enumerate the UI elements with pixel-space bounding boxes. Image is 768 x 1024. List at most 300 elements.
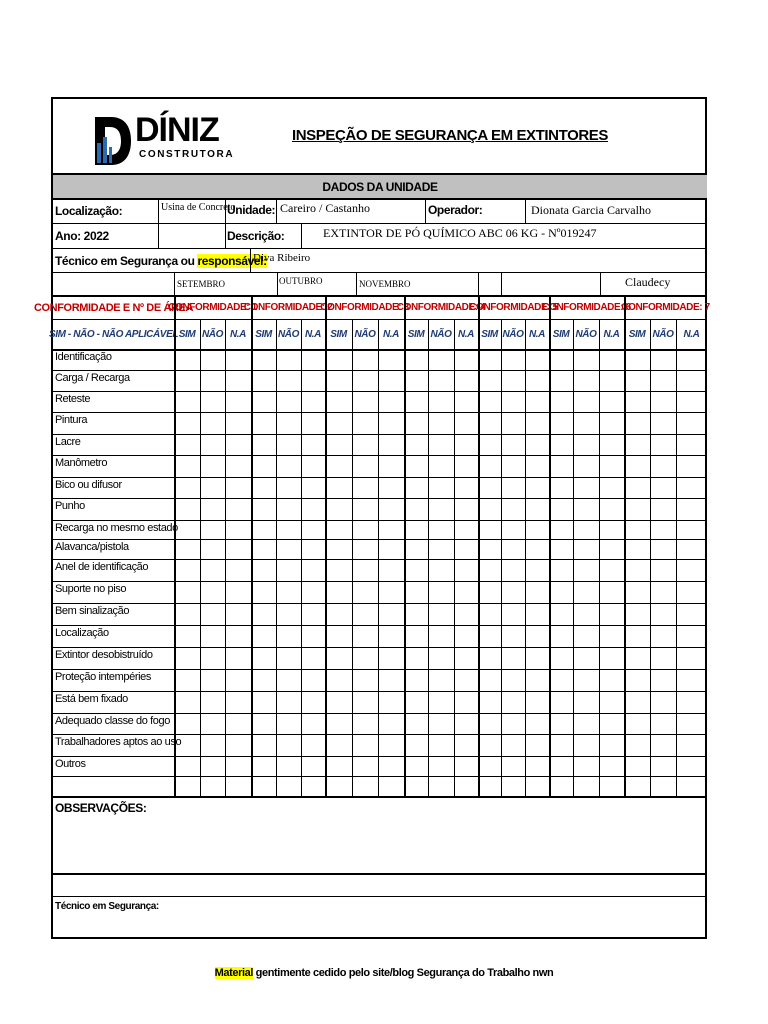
checklist-cell-na[interactable] (301, 477, 325, 498)
checklist-cell-na[interactable] (301, 391, 325, 412)
checklist-cell-nao[interactable] (352, 776, 378, 796)
checklist-cell-na[interactable] (454, 434, 478, 455)
checklist-cell-nao[interactable] (650, 647, 676, 669)
checklist-cell-nao[interactable] (200, 349, 225, 370)
checklist-cell-na[interactable] (301, 713, 325, 734)
checklist-cell-sim[interactable] (325, 625, 352, 647)
checklist-cell-sim[interactable] (549, 434, 573, 455)
checklist-cell-na[interactable] (676, 559, 707, 581)
checklist-cell-nao[interactable] (428, 713, 454, 734)
checklist-cell-nao[interactable] (650, 520, 676, 539)
checklist-cell-na[interactable] (378, 434, 404, 455)
checklist-cell-na[interactable] (225, 691, 251, 713)
checklist-cell-sim[interactable] (251, 349, 276, 370)
checklist-cell-sim[interactable] (174, 647, 200, 669)
checklist-cell-nao[interactable] (352, 477, 378, 498)
checklist-cell-sim[interactable] (404, 559, 428, 581)
checklist-cell-nao[interactable] (276, 349, 301, 370)
checklist-cell-nao[interactable] (200, 776, 225, 796)
checklist-cell-sim[interactable] (478, 349, 501, 370)
checklist-cell-na[interactable] (676, 776, 707, 796)
checklist-cell-sim[interactable] (624, 647, 650, 669)
checklist-cell-na[interactable] (454, 691, 478, 713)
checklist-cell-sim[interactable] (549, 713, 573, 734)
checklist-cell-nao[interactable] (650, 691, 676, 713)
checklist-cell-sim[interactable] (624, 776, 650, 796)
checklist-cell-nao[interactable] (352, 391, 378, 412)
checklist-cell-sim[interactable] (478, 603, 501, 625)
checklist-cell-nao[interactable] (428, 559, 454, 581)
checklist-cell-nao[interactable] (200, 539, 225, 559)
checklist-cell-na[interactable] (454, 412, 478, 434)
checklist-cell-nao[interactable] (428, 434, 454, 455)
checklist-cell-nao[interactable] (428, 647, 454, 669)
checklist-cell-nao[interactable] (650, 581, 676, 603)
checklist-cell-na[interactable] (525, 756, 549, 776)
checklist-cell-sim[interactable] (325, 559, 352, 581)
checklist-cell-nao[interactable] (573, 647, 599, 669)
checklist-cell-nao[interactable] (650, 625, 676, 647)
checklist-cell-sim[interactable] (325, 412, 352, 434)
checklist-cell-na[interactable] (301, 603, 325, 625)
checklist-cell-na[interactable] (599, 691, 624, 713)
checklist-cell-sim[interactable] (174, 370, 200, 391)
checklist-cell-sim[interactable] (404, 498, 428, 520)
checklist-cell-na[interactable] (225, 349, 251, 370)
checklist-cell-na[interactable] (454, 756, 478, 776)
checklist-cell-sim[interactable] (624, 603, 650, 625)
checklist-cell-na[interactable] (301, 455, 325, 477)
checklist-cell-na[interactable] (301, 734, 325, 756)
checklist-cell-nao[interactable] (650, 434, 676, 455)
checklist-cell-sim[interactable] (325, 477, 352, 498)
checklist-cell-sim[interactable] (251, 776, 276, 796)
checklist-cell-nao[interactable] (573, 559, 599, 581)
checklist-cell-nao[interactable] (650, 734, 676, 756)
checklist-cell-nao[interactable] (501, 539, 525, 559)
checklist-cell-nao[interactable] (501, 669, 525, 691)
checklist-cell-na[interactable] (454, 776, 478, 796)
checklist-cell-sim[interactable] (624, 498, 650, 520)
checklist-cell-nao[interactable] (428, 603, 454, 625)
checklist-cell-na[interactable] (225, 477, 251, 498)
checklist-cell-sim[interactable] (174, 520, 200, 539)
checklist-cell-nao[interactable] (276, 581, 301, 603)
checklist-cell-nao[interactable] (428, 581, 454, 603)
checklist-cell-sim[interactable] (174, 669, 200, 691)
checklist-cell-na[interactable] (454, 477, 478, 498)
checklist-cell-na[interactable] (599, 370, 624, 391)
checklist-cell-nao[interactable] (573, 391, 599, 412)
checklist-cell-na[interactable] (301, 349, 325, 370)
checklist-cell-sim[interactable] (251, 477, 276, 498)
checklist-cell-sim[interactable] (624, 625, 650, 647)
checklist-cell-sim[interactable] (624, 691, 650, 713)
checklist-cell-nao[interactable] (428, 370, 454, 391)
checklist-cell-na[interactable] (599, 412, 624, 434)
checklist-cell-nao[interactable] (501, 603, 525, 625)
checklist-cell-sim[interactable] (478, 539, 501, 559)
checklist-cell-sim[interactable] (624, 412, 650, 434)
checklist-cell-sim[interactable] (549, 498, 573, 520)
checklist-cell-na[interactable] (225, 520, 251, 539)
checklist-cell-nao[interactable] (276, 669, 301, 691)
checklist-cell-nao[interactable] (650, 669, 676, 691)
checklist-cell-na[interactable] (378, 581, 404, 603)
checklist-cell-na[interactable] (599, 391, 624, 412)
checklist-cell-sim[interactable] (325, 498, 352, 520)
checklist-cell-nao[interactable] (573, 370, 599, 391)
checklist-cell-sim[interactable] (325, 434, 352, 455)
checklist-cell-nao[interactable] (501, 391, 525, 412)
checklist-cell-sim[interactable] (624, 455, 650, 477)
checklist-cell-na[interactable] (525, 498, 549, 520)
checklist-cell-sim[interactable] (174, 603, 200, 625)
checklist-cell-sim[interactable] (174, 756, 200, 776)
checklist-cell-sim[interactable] (174, 581, 200, 603)
checklist-cell-sim[interactable] (404, 455, 428, 477)
checklist-cell-na[interactable] (599, 603, 624, 625)
checklist-cell-na[interactable] (525, 603, 549, 625)
checklist-cell-nao[interactable] (276, 412, 301, 434)
checklist-cell-nao[interactable] (352, 349, 378, 370)
checklist-cell-nao[interactable] (573, 603, 599, 625)
checklist-cell-nao[interactable] (276, 776, 301, 796)
checklist-cell-na[interactable] (301, 669, 325, 691)
checklist-cell-na[interactable] (225, 434, 251, 455)
checklist-cell-nao[interactable] (573, 625, 599, 647)
checklist-cell-na[interactable] (525, 477, 549, 498)
checklist-cell-sim[interactable] (549, 412, 573, 434)
checklist-cell-na[interactable] (378, 734, 404, 756)
checklist-cell-sim[interactable] (478, 391, 501, 412)
checklist-cell-na[interactable] (676, 412, 707, 434)
checklist-cell-na[interactable] (378, 756, 404, 776)
checklist-cell-sim[interactable] (325, 756, 352, 776)
checklist-cell-sim[interactable] (174, 498, 200, 520)
checklist-cell-na[interactable] (454, 539, 478, 559)
checklist-cell-na[interactable] (225, 370, 251, 391)
checklist-cell-na[interactable] (301, 756, 325, 776)
checklist-cell-nao[interactable] (200, 647, 225, 669)
checklist-cell-nao[interactable] (276, 539, 301, 559)
checklist-cell-na[interactable] (225, 412, 251, 434)
checklist-cell-nao[interactable] (276, 734, 301, 756)
checklist-cell-sim[interactable] (174, 539, 200, 559)
checklist-cell-nao[interactable] (352, 520, 378, 539)
checklist-cell-nao[interactable] (352, 691, 378, 713)
checklist-cell-na[interactable] (378, 391, 404, 412)
checklist-cell-nao[interactable] (276, 647, 301, 669)
checklist-cell-sim[interactable] (624, 669, 650, 691)
checklist-cell-sim[interactable] (251, 391, 276, 412)
checklist-cell-sim[interactable] (624, 370, 650, 391)
checklist-cell-sim[interactable] (251, 412, 276, 434)
checklist-cell-nao[interactable] (276, 691, 301, 713)
checklist-cell-sim[interactable] (251, 669, 276, 691)
checklist-cell-sim[interactable] (624, 734, 650, 756)
checklist-cell-sim[interactable] (404, 713, 428, 734)
checklist-cell-na[interactable] (378, 713, 404, 734)
checklist-cell-sim[interactable] (404, 434, 428, 455)
checklist-cell-nao[interactable] (650, 349, 676, 370)
checklist-cell-sim[interactable] (251, 434, 276, 455)
checklist-cell-sim[interactable] (404, 603, 428, 625)
checklist-cell-na[interactable] (454, 625, 478, 647)
checklist-cell-na[interactable] (676, 520, 707, 539)
checklist-cell-nao[interactable] (428, 625, 454, 647)
checklist-cell-sim[interactable] (325, 776, 352, 796)
checklist-cell-nao[interactable] (501, 520, 525, 539)
checklist-cell-sim[interactable] (251, 370, 276, 391)
checklist-cell-na[interactable] (301, 691, 325, 713)
checklist-cell-na[interactable] (676, 477, 707, 498)
checklist-cell-na[interactable] (599, 455, 624, 477)
checklist-cell-na[interactable] (676, 603, 707, 625)
checklist-cell-sim[interactable] (549, 734, 573, 756)
checklist-cell-nao[interactable] (501, 713, 525, 734)
checklist-cell-na[interactable] (378, 349, 404, 370)
checklist-cell-na[interactable] (599, 559, 624, 581)
checklist-cell-na[interactable] (599, 477, 624, 498)
checklist-cell-sim[interactable] (251, 603, 276, 625)
checklist-cell-na[interactable] (454, 520, 478, 539)
checklist-cell-na[interactable] (454, 391, 478, 412)
checklist-cell-nao[interactable] (276, 455, 301, 477)
checklist-cell-nao[interactable] (276, 520, 301, 539)
checklist-cell-nao[interactable] (200, 370, 225, 391)
checklist-cell-sim[interactable] (478, 647, 501, 669)
checklist-cell-sim[interactable] (251, 647, 276, 669)
checklist-cell-na[interactable] (525, 713, 549, 734)
checklist-cell-na[interactable] (676, 669, 707, 691)
checklist-cell-na[interactable] (599, 539, 624, 559)
checklist-cell-nao[interactable] (650, 391, 676, 412)
checklist-cell-na[interactable] (225, 603, 251, 625)
checklist-cell-na[interactable] (599, 734, 624, 756)
checklist-cell-na[interactable] (301, 434, 325, 455)
checklist-cell-nao[interactable] (428, 734, 454, 756)
checklist-cell-na[interactable] (676, 581, 707, 603)
checklist-cell-na[interactable] (225, 455, 251, 477)
checklist-cell-na[interactable] (378, 603, 404, 625)
checklist-cell-nao[interactable] (200, 455, 225, 477)
checklist-cell-nao[interactable] (573, 669, 599, 691)
checklist-cell-na[interactable] (301, 498, 325, 520)
checklist-cell-sim[interactable] (624, 539, 650, 559)
checklist-cell-na[interactable] (525, 370, 549, 391)
checklist-cell-na[interactable] (525, 691, 549, 713)
checklist-cell-na[interactable] (599, 669, 624, 691)
checklist-cell-nao[interactable] (650, 412, 676, 434)
checklist-cell-na[interactable] (378, 776, 404, 796)
checklist-cell-na[interactable] (454, 349, 478, 370)
checklist-cell-nao[interactable] (573, 713, 599, 734)
checklist-cell-nao[interactable] (428, 776, 454, 796)
checklist-cell-nao[interactable] (650, 603, 676, 625)
checklist-cell-na[interactable] (676, 455, 707, 477)
checklist-cell-nao[interactable] (573, 477, 599, 498)
checklist-cell-na[interactable] (378, 520, 404, 539)
checklist-cell-nao[interactable] (501, 412, 525, 434)
checklist-cell-sim[interactable] (478, 691, 501, 713)
checklist-cell-nao[interactable] (501, 498, 525, 520)
checklist-cell-na[interactable] (676, 625, 707, 647)
checklist-cell-na[interactable] (378, 477, 404, 498)
checklist-cell-sim[interactable] (549, 539, 573, 559)
checklist-cell-sim[interactable] (404, 756, 428, 776)
checklist-cell-nao[interactable] (650, 477, 676, 498)
checklist-cell-sim[interactable] (174, 455, 200, 477)
checklist-cell-na[interactable] (225, 776, 251, 796)
checklist-cell-sim[interactable] (404, 539, 428, 559)
checklist-cell-nao[interactable] (501, 647, 525, 669)
checklist-cell-nao[interactable] (276, 391, 301, 412)
checklist-cell-nao[interactable] (200, 391, 225, 412)
checklist-cell-nao[interactable] (573, 349, 599, 370)
checklist-cell-na[interactable] (378, 559, 404, 581)
checklist-cell-sim[interactable] (478, 776, 501, 796)
checklist-cell-sim[interactable] (478, 412, 501, 434)
checklist-cell-nao[interactable] (276, 603, 301, 625)
checklist-cell-na[interactable] (676, 349, 707, 370)
checklist-cell-nao[interactable] (428, 669, 454, 691)
checklist-cell-nao[interactable] (501, 625, 525, 647)
checklist-cell-nao[interactable] (352, 434, 378, 455)
checklist-cell-na[interactable] (378, 539, 404, 559)
checklist-cell-nao[interactable] (200, 669, 225, 691)
checklist-cell-na[interactable] (454, 581, 478, 603)
checklist-cell-sim[interactable] (325, 581, 352, 603)
checklist-cell-sim[interactable] (478, 370, 501, 391)
checklist-cell-nao[interactable] (352, 412, 378, 434)
checklist-cell-nao[interactable] (200, 559, 225, 581)
checklist-cell-na[interactable] (378, 498, 404, 520)
checklist-cell-sim[interactable] (325, 391, 352, 412)
checklist-cell-nao[interactable] (276, 434, 301, 455)
checklist-cell-sim[interactable] (251, 498, 276, 520)
checklist-cell-nao[interactable] (352, 455, 378, 477)
checklist-cell-sim[interactable] (404, 520, 428, 539)
checklist-cell-na[interactable] (225, 498, 251, 520)
checklist-cell-sim[interactable] (251, 539, 276, 559)
checklist-cell-nao[interactable] (352, 498, 378, 520)
checklist-cell-nao[interactable] (352, 370, 378, 391)
checklist-cell-sim[interactable] (549, 455, 573, 477)
checklist-cell-sim[interactable] (478, 559, 501, 581)
checklist-cell-sim[interactable] (174, 734, 200, 756)
checklist-cell-nao[interactable] (573, 691, 599, 713)
checklist-cell-na[interactable] (676, 370, 707, 391)
checklist-cell-sim[interactable] (174, 391, 200, 412)
checklist-cell-sim[interactable] (404, 349, 428, 370)
checklist-cell-na[interactable] (676, 498, 707, 520)
checklist-cell-sim[interactable] (174, 691, 200, 713)
checklist-cell-nao[interactable] (650, 539, 676, 559)
checklist-cell-na[interactable] (525, 412, 549, 434)
checklist-cell-sim[interactable] (325, 539, 352, 559)
checklist-cell-sim[interactable] (251, 455, 276, 477)
checklist-cell-na[interactable] (378, 370, 404, 391)
checklist-cell-na[interactable] (599, 434, 624, 455)
checklist-cell-na[interactable] (301, 647, 325, 669)
checklist-cell-sim[interactable] (325, 349, 352, 370)
checklist-cell-sim[interactable] (174, 349, 200, 370)
checklist-cell-na[interactable] (378, 691, 404, 713)
checklist-cell-nao[interactable] (501, 776, 525, 796)
checklist-cell-na[interactable] (454, 734, 478, 756)
checklist-cell-nao[interactable] (428, 391, 454, 412)
checklist-cell-na[interactable] (378, 647, 404, 669)
checklist-cell-sim[interactable] (404, 647, 428, 669)
checklist-cell-sim[interactable] (549, 603, 573, 625)
checklist-cell-na[interactable] (301, 539, 325, 559)
checklist-cell-na[interactable] (676, 756, 707, 776)
checklist-cell-sim[interactable] (404, 370, 428, 391)
checklist-cell-nao[interactable] (501, 477, 525, 498)
checklist-cell-nao[interactable] (276, 756, 301, 776)
checklist-cell-na[interactable] (599, 776, 624, 796)
checklist-cell-na[interactable] (525, 349, 549, 370)
checklist-cell-sim[interactable] (478, 455, 501, 477)
checklist-cell-nao[interactable] (352, 756, 378, 776)
checklist-cell-sim[interactable] (549, 691, 573, 713)
checklist-cell-na[interactable] (599, 520, 624, 539)
checklist-cell-na[interactable] (525, 581, 549, 603)
checklist-cell-nao[interactable] (428, 412, 454, 434)
checklist-cell-sim[interactable] (549, 581, 573, 603)
checklist-cell-na[interactable] (378, 455, 404, 477)
checklist-cell-na[interactable] (301, 776, 325, 796)
checklist-cell-nao[interactable] (352, 603, 378, 625)
checklist-cell-na[interactable] (378, 669, 404, 691)
checklist-cell-na[interactable] (525, 391, 549, 412)
checklist-cell-sim[interactable] (174, 625, 200, 647)
checklist-cell-sim[interactable] (549, 647, 573, 669)
checklist-cell-nao[interactable] (428, 498, 454, 520)
checklist-cell-sim[interactable] (478, 434, 501, 455)
checklist-cell-sim[interactable] (478, 498, 501, 520)
checklist-cell-nao[interactable] (650, 455, 676, 477)
checklist-cell-sim[interactable] (478, 669, 501, 691)
checklist-cell-nao[interactable] (200, 520, 225, 539)
checklist-cell-sim[interactable] (251, 713, 276, 734)
checklist-cell-na[interactable] (225, 539, 251, 559)
checklist-cell-nao[interactable] (200, 581, 225, 603)
checklist-cell-na[interactable] (378, 412, 404, 434)
checklist-cell-na[interactable] (225, 391, 251, 412)
checklist-cell-nao[interactable] (352, 713, 378, 734)
checklist-cell-sim[interactable] (325, 455, 352, 477)
checklist-cell-na[interactable] (454, 713, 478, 734)
checklist-cell-na[interactable] (454, 498, 478, 520)
checklist-cell-nao[interactable] (352, 734, 378, 756)
checklist-cell-nao[interactable] (428, 756, 454, 776)
checklist-cell-sim[interactable] (549, 756, 573, 776)
checklist-cell-sim[interactable] (624, 559, 650, 581)
checklist-cell-sim[interactable] (549, 625, 573, 647)
checklist-cell-sim[interactable] (174, 776, 200, 796)
checklist-cell-nao[interactable] (200, 434, 225, 455)
checklist-cell-nao[interactable] (501, 691, 525, 713)
checklist-cell-sim[interactable] (624, 391, 650, 412)
checklist-cell-sim[interactable] (251, 520, 276, 539)
checklist-cell-nao[interactable] (573, 734, 599, 756)
checklist-cell-na[interactable] (599, 581, 624, 603)
checklist-cell-nao[interactable] (200, 625, 225, 647)
checklist-cell-na[interactable] (225, 581, 251, 603)
checklist-cell-sim[interactable] (251, 581, 276, 603)
